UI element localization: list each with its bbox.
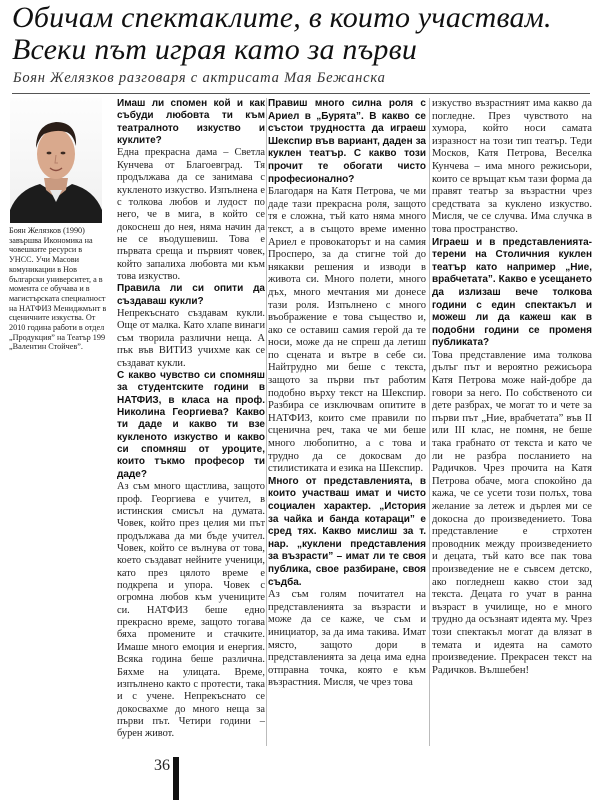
- interview-answer: Една прекрасна дама – Светла Кунчева от Благоевград. Тя продължава да се занимава с кукленото изкуство. Изпълнена е с толкова любов и лудост по него, че в мига, в който се докоснеш до нея, няма начин да не се въодушевиш. Това е първата среща и първият човек, който запалиха любовта ми към това изкуство.: [117, 147, 265, 283]
- article-column-2: [268, 98, 426, 690]
- column-divider: [266, 98, 267, 746]
- article-title-line-2: Всеки път играя като за първи: [12, 33, 418, 66]
- author-bio-caption: Боян Желязков (1990) завършва Икономика на човешките ресурси в УНСС. Учи Масови комуникации в Нов български университет, а в момента се обучава и в магистърската специалност на НАТФИЗ Мениджмънт в сценичните изкуства. От 2010 година работи в отдел „Продукция” на Театър 199 „Валентин Стойчев”.: [9, 226, 107, 352]
- page-number-bar: [173, 757, 179, 800]
- interview-answer: изкуство възрастният има какво да погледне. През чувството на хумора, който носи самата изразност на този тип театър. Теди Москов, Катя Петрова, Веселка Кунчева – има много режисьори, които се връщат към тази форма да правят театър за възрастни чрез средствата за куклено изкуство. Мисля, че се случва. Има случка в това пространство.: [432, 98, 592, 235]
- column-divider: [429, 98, 430, 746]
- article-title-line-1: Обичам спектаклите, в които участвам.: [12, 1, 552, 34]
- article-column-1: [117, 98, 265, 741]
- interview-answer: Това представление има толкова дълъг път и вероятно режисьора Катя Петрова може най-добре да говори за него. По собственото си дете разбрах, че могат то и чете за първи път „Ние, врабчетата” във II или III клас, не помня, не беше така грабнато от текста и като че ли не разбра посланието на Радичков. Чрез прочита на Катя Петрова обаче, мога спокойно да кажа, че се усети този полъх, това желание за летеж и дърлея ми се докосна до произведението. Това представление е стрхотен проводник между произведението и децата, тъй като все пак това произведение не е съвсем детско, ако погледнеш какво стои зад текста. Децата го учат в ранна възраст в училище, но е много трудно да осъзнаят идеята му. Чрез този спектакъл могат да влязат в темата и идеята на самото произведение. Прекрасен текст на Радичков. Вълшебен!: [432, 349, 592, 676]
- interview-answer: Благодаря на Катя Петрова, че ми даде тази прекрасна роля, защото тя е сложна, тъй като няма много текст, а в същото време именно Ариел е провокаторът и на самия Просперо, за да стигне той до някакви решения и изводи в живота си. Много полети, много дъх, много мечтания ми донесе тази роля. Изпълнено с много въображение е това същество и, ако се оставиш самия герой да те носи, може да не спреш да летиш по сцената и вътре в себе си. Найтрудно ми беше с текста, защото за първи път работим подобно върху текст на Шекспир. Разбира се изключвам опитите в НАТФИЗ, които сме правили по сценична реч, така че ми беше много любопитно, а с това и трудно да се докосвам до стилистиката и езика на Шекспир.: [268, 186, 426, 475]
- interview-question: Правиш много силна роля с Ариел в „Бурята”. В какво се състои трудността да играеш Шекспир във вариант, даден за куклен театър. С какво този прочит те обогати чисто професионално?: [268, 98, 426, 185]
- interview-answer: Аз съм много щастлива, защото проф. Георгиева е учител, в истинския смисъл на думата. Човек, който през целия ми път продължава да ми бъде учител. Човек, който се вълнува от това, което създават нейните ученици, като през цялото време е подкрепа и упора. Човек с огромна любов към учениците си. НАТФИЗ беше едно прекрасно време, защото тогава бяха промените и стачките. Имаше много емоция и енергия. Всяка година беше различна. Бяхме на улицата. Време, изпълнено както с протести, така и с учене. Непрекъснато се докосвахме до много неща за първи път. Четири години – бурен живот.: [117, 481, 265, 740]
- portrait-illustration: [10, 98, 102, 223]
- page-number: 36: [154, 757, 170, 774]
- interview-question: Играеш и в представленията-терени на Столичния куклен театър като например „Ние, врабчетата”. Какво е усещането да излизаш вече толкова години с един спектакъл и можеш ли да кажеш как в подобни години се променя публиката?: [432, 236, 592, 349]
- interview-question: С какво чувство си спомняш за студентските години в НАТФИЗ, в класа на проф. Николина Георгиева? Какво ти даде и какво ти взе кукленото изкуство и какво си спомняш от уроците, които тъкмо професор ти даде?: [117, 369, 265, 480]
- interview-question: Правила ли си опити да създаваш кукли?: [117, 283, 265, 307]
- article-column-3: [432, 98, 592, 677]
- header-divider: [12, 93, 590, 94]
- article-title: [12, 2, 597, 66]
- interview-question: Имаш ли спомен кой и как събуди любовта ти към театралното изкуство и куклите?: [117, 98, 265, 147]
- author-portrait: [10, 98, 102, 223]
- interview-answer: Аз съм голям почитател на представленията за възрасти и може да се каже, че съм и инициатор, за да има такива. Имат място, защото дори в представленията за деца има една отправна точка, която е към възрастния. Мисля, че чрез това: [268, 589, 426, 689]
- interview-answer: Непрекъснато създавам кукли. Още от малка. Като хлапе винаги съм творила различни неща. А пък във ВИТИЗ учихме как се създават кукли.: [117, 308, 265, 369]
- interview-question: Много от представленията, в които участваш имат и чисто социален характер. „История за чайка и банда котараци” е сред тях. Какво мислиш за т. нар. „куклени представления за възрасти” – имат ли те своя публика, свое разбиране, своя съдба.: [268, 475, 426, 588]
- article-subtitle: Боян Желязков разговаря с актрисата Мая Бежанска: [13, 70, 386, 86]
